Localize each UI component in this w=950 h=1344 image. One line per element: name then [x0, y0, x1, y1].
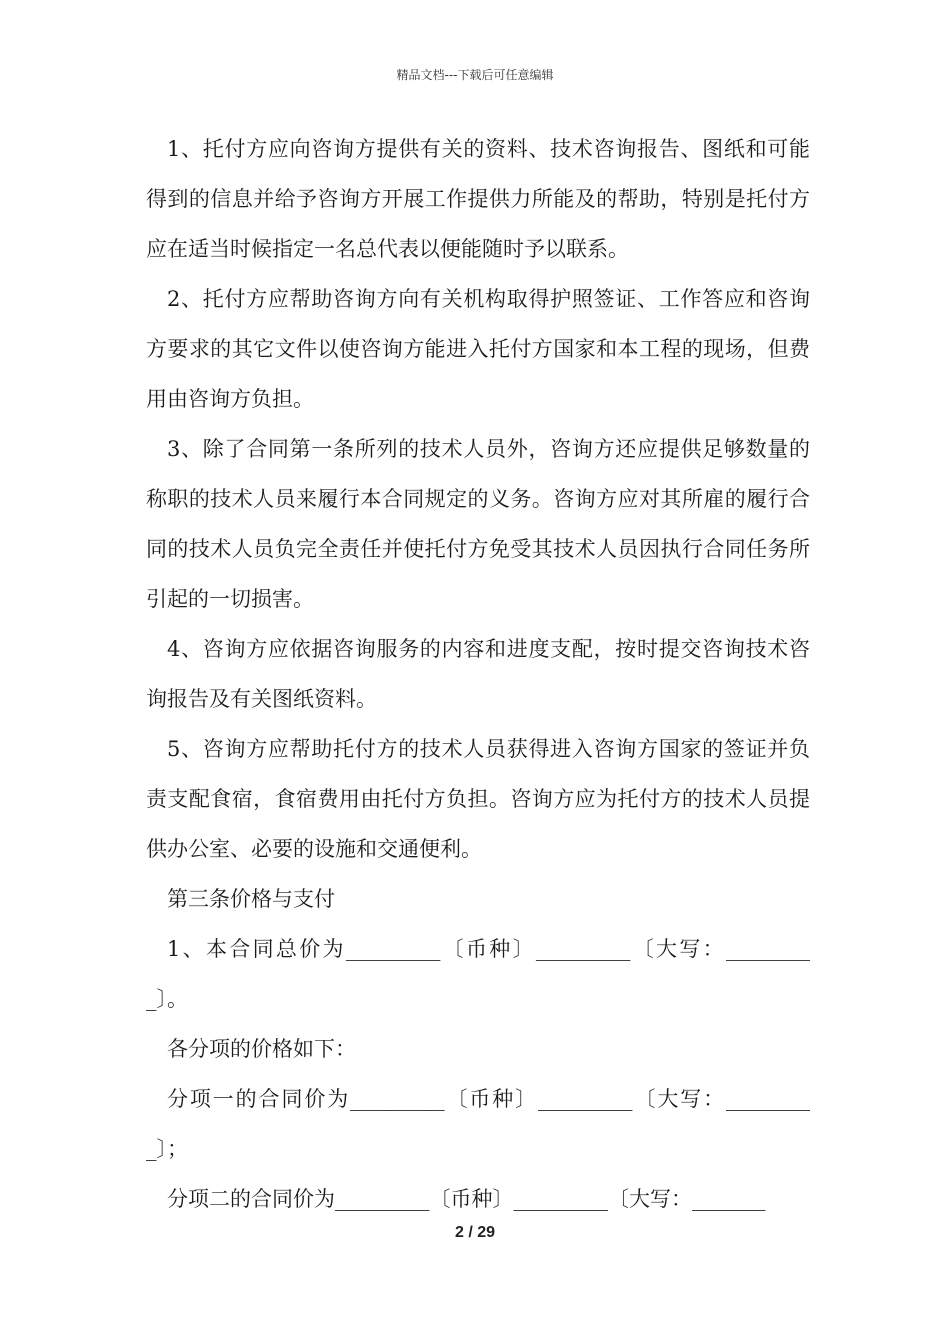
page-separator: /	[463, 1224, 478, 1241]
paragraph-1: 1、托付方应向咨询方提供有关的资料、技术咨询报告、图纸和可能得到的信息并给予咨询方开展工作提供力所能及的帮助，特别是托付方应在适当时候指定一名总代表以便能随时予以联系。	[146, 137, 810, 261]
paragraph-5: 5、咨询方应帮助托付方的技术人员获得进入咨询方国家的签证并负责支配食宿，食宿费用由托付方负担。咨询方应为托付方的技术人员提供办公室、必要的设施和交通便利。	[146, 737, 810, 861]
item-prices-intro: 各分项的价格如下：	[167, 1037, 356, 1061]
header-text: 精品文档---下载后可任意编辑	[396, 68, 554, 82]
paragraph-3: 3、除了合同第一条所列的技术人员外，咨询方还应提供足够数量的称职的技术人员来履行本合同规定的义务。咨询方应对其所雇的履行合同的技术人员负完全责任并使托付方免受其技术人员因执行合同任务所引起的一切损害。	[146, 437, 810, 611]
page-current: 2	[454, 1224, 464, 1241]
paragraph-2: 2、托付方应帮助咨询方向有关机构取得护照签证、工作答应和咨询方要求的其它文件以使咨询方能进入托付方国家和本工程的现场，但费用由咨询方负担。	[146, 287, 810, 411]
section-heading: 第三条价格与支付	[167, 887, 335, 911]
page-header	[0, 66, 950, 83]
total-price-clause: 1、本合同总价为_________〔币种〕_________〔大写：_________〕。	[146, 937, 810, 1011]
document-body	[146, 124, 810, 1224]
paragraph-4: 4、咨询方应依据咨询服务的内容和进度支配，按时提交咨询技术咨询报告及有关图纸资料。	[146, 637, 810, 711]
page-number	[0, 1224, 950, 1242]
item-two-price: 分项二的合同价为_________〔币种〕_________〔大写：_______	[167, 1187, 766, 1211]
item-one-price: 分项一的合同价为_________〔币种〕_________〔大写：_________〕；	[146, 1087, 810, 1161]
page-total: 29	[477, 1224, 496, 1241]
